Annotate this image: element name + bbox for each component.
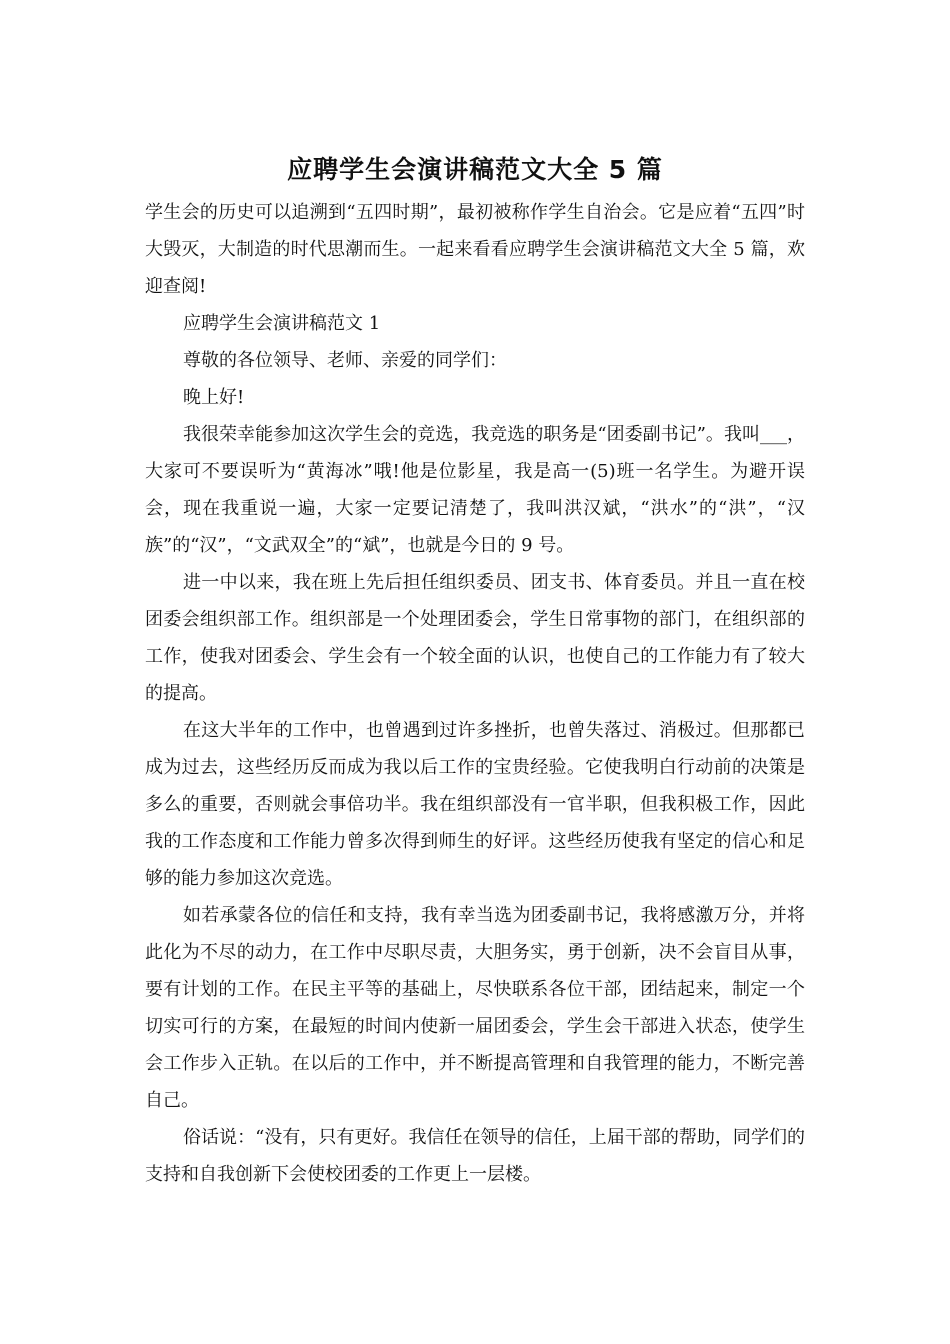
document-title: 应聘学生会演讲稿范文大全 5 篇 bbox=[287, 155, 663, 184]
paragraph-intro: 学生会的历史可以追溯到“五四时期”，最初被称作学生自治会。它是应着“五四”时大毁灭，大制造的时代思潮而生。一起来看看应聘学生会演讲稿范文大全 5 篇，欢迎查阅! bbox=[145, 202, 805, 297]
paragraph-setbacks: 在这大半年的工作中，也曾遇到过许多挫折，也曾失落过、消极过。但那都已成为过去，这些经历反而成为我以后工作的宝贵经验。它使我明白行动前的决策是多么的重要，否则就会事倍功半。我在组织部没有一官半职，但我积极工作，因此我的工作态度和工作能力曾多次得到师生的好评。这些经历使我有坚定的信心和足够的能力参加这次竞选。 bbox=[145, 720, 805, 889]
paragraph-salutation: 尊敬的各位领导、老师、亲爱的同学们： bbox=[183, 350, 507, 371]
paragraph-section-heading: 应聘学生会演讲稿范文 1 bbox=[183, 313, 381, 334]
paragraph-self-introduction: 我很荣幸能参加这次学生会的竞选，我竞选的职务是“团委副书记”。我叫___，大家可不要误听为“黄海冰”哦!他是位影星，我是高一(5)班一名学生。为避开误会，现在我重说一遍，大家一定要记清楚了，我叫洪汉斌，“洪水”的“洪”，“汉族”的“汉”，“文武双全”的“斌”，也就是今日的 9 号。 bbox=[145, 424, 805, 556]
paragraph-experience: 进一中以来，我在班上先后担任组织委员、团支书、体育委员。并且一直在校团委会组织部工作。组织部是一个处理团委会，学生日常事物的部门，在组织部的工作，使我对团委会、学生会有一个较全面的认识，也使自己的工作能力有了较大的提高。 bbox=[145, 572, 805, 704]
paragraph-greeting: 晚上好! bbox=[183, 387, 245, 408]
document-body bbox=[145, 194, 805, 1193]
paragraph-closing: 俗话说：“没有，只有更好。我信任在领导的信任，上届干部的帮助，同学们的支持和自我创新下会使校团委的工作更上一层楼。 bbox=[145, 1127, 805, 1185]
paragraph-commitment: 如若承蒙各位的信任和支持，我有幸当选为团委副书记，我将感激万分，并将此化为不尽的动力，在工作中尽职尽责，大胆务实，勇于创新，决不会盲目从事，要有计划的工作。在民主平等的基础上，尽快联系各位干部，团结起来，制定一个切实可行的方案，在最短的时间内使新一届团委会，学生会干部进入状态，使学生会工作步入正轨。在以后的工作中，并不断提高管理和自我管理的能力，不断完善自己。 bbox=[145, 905, 805, 1111]
